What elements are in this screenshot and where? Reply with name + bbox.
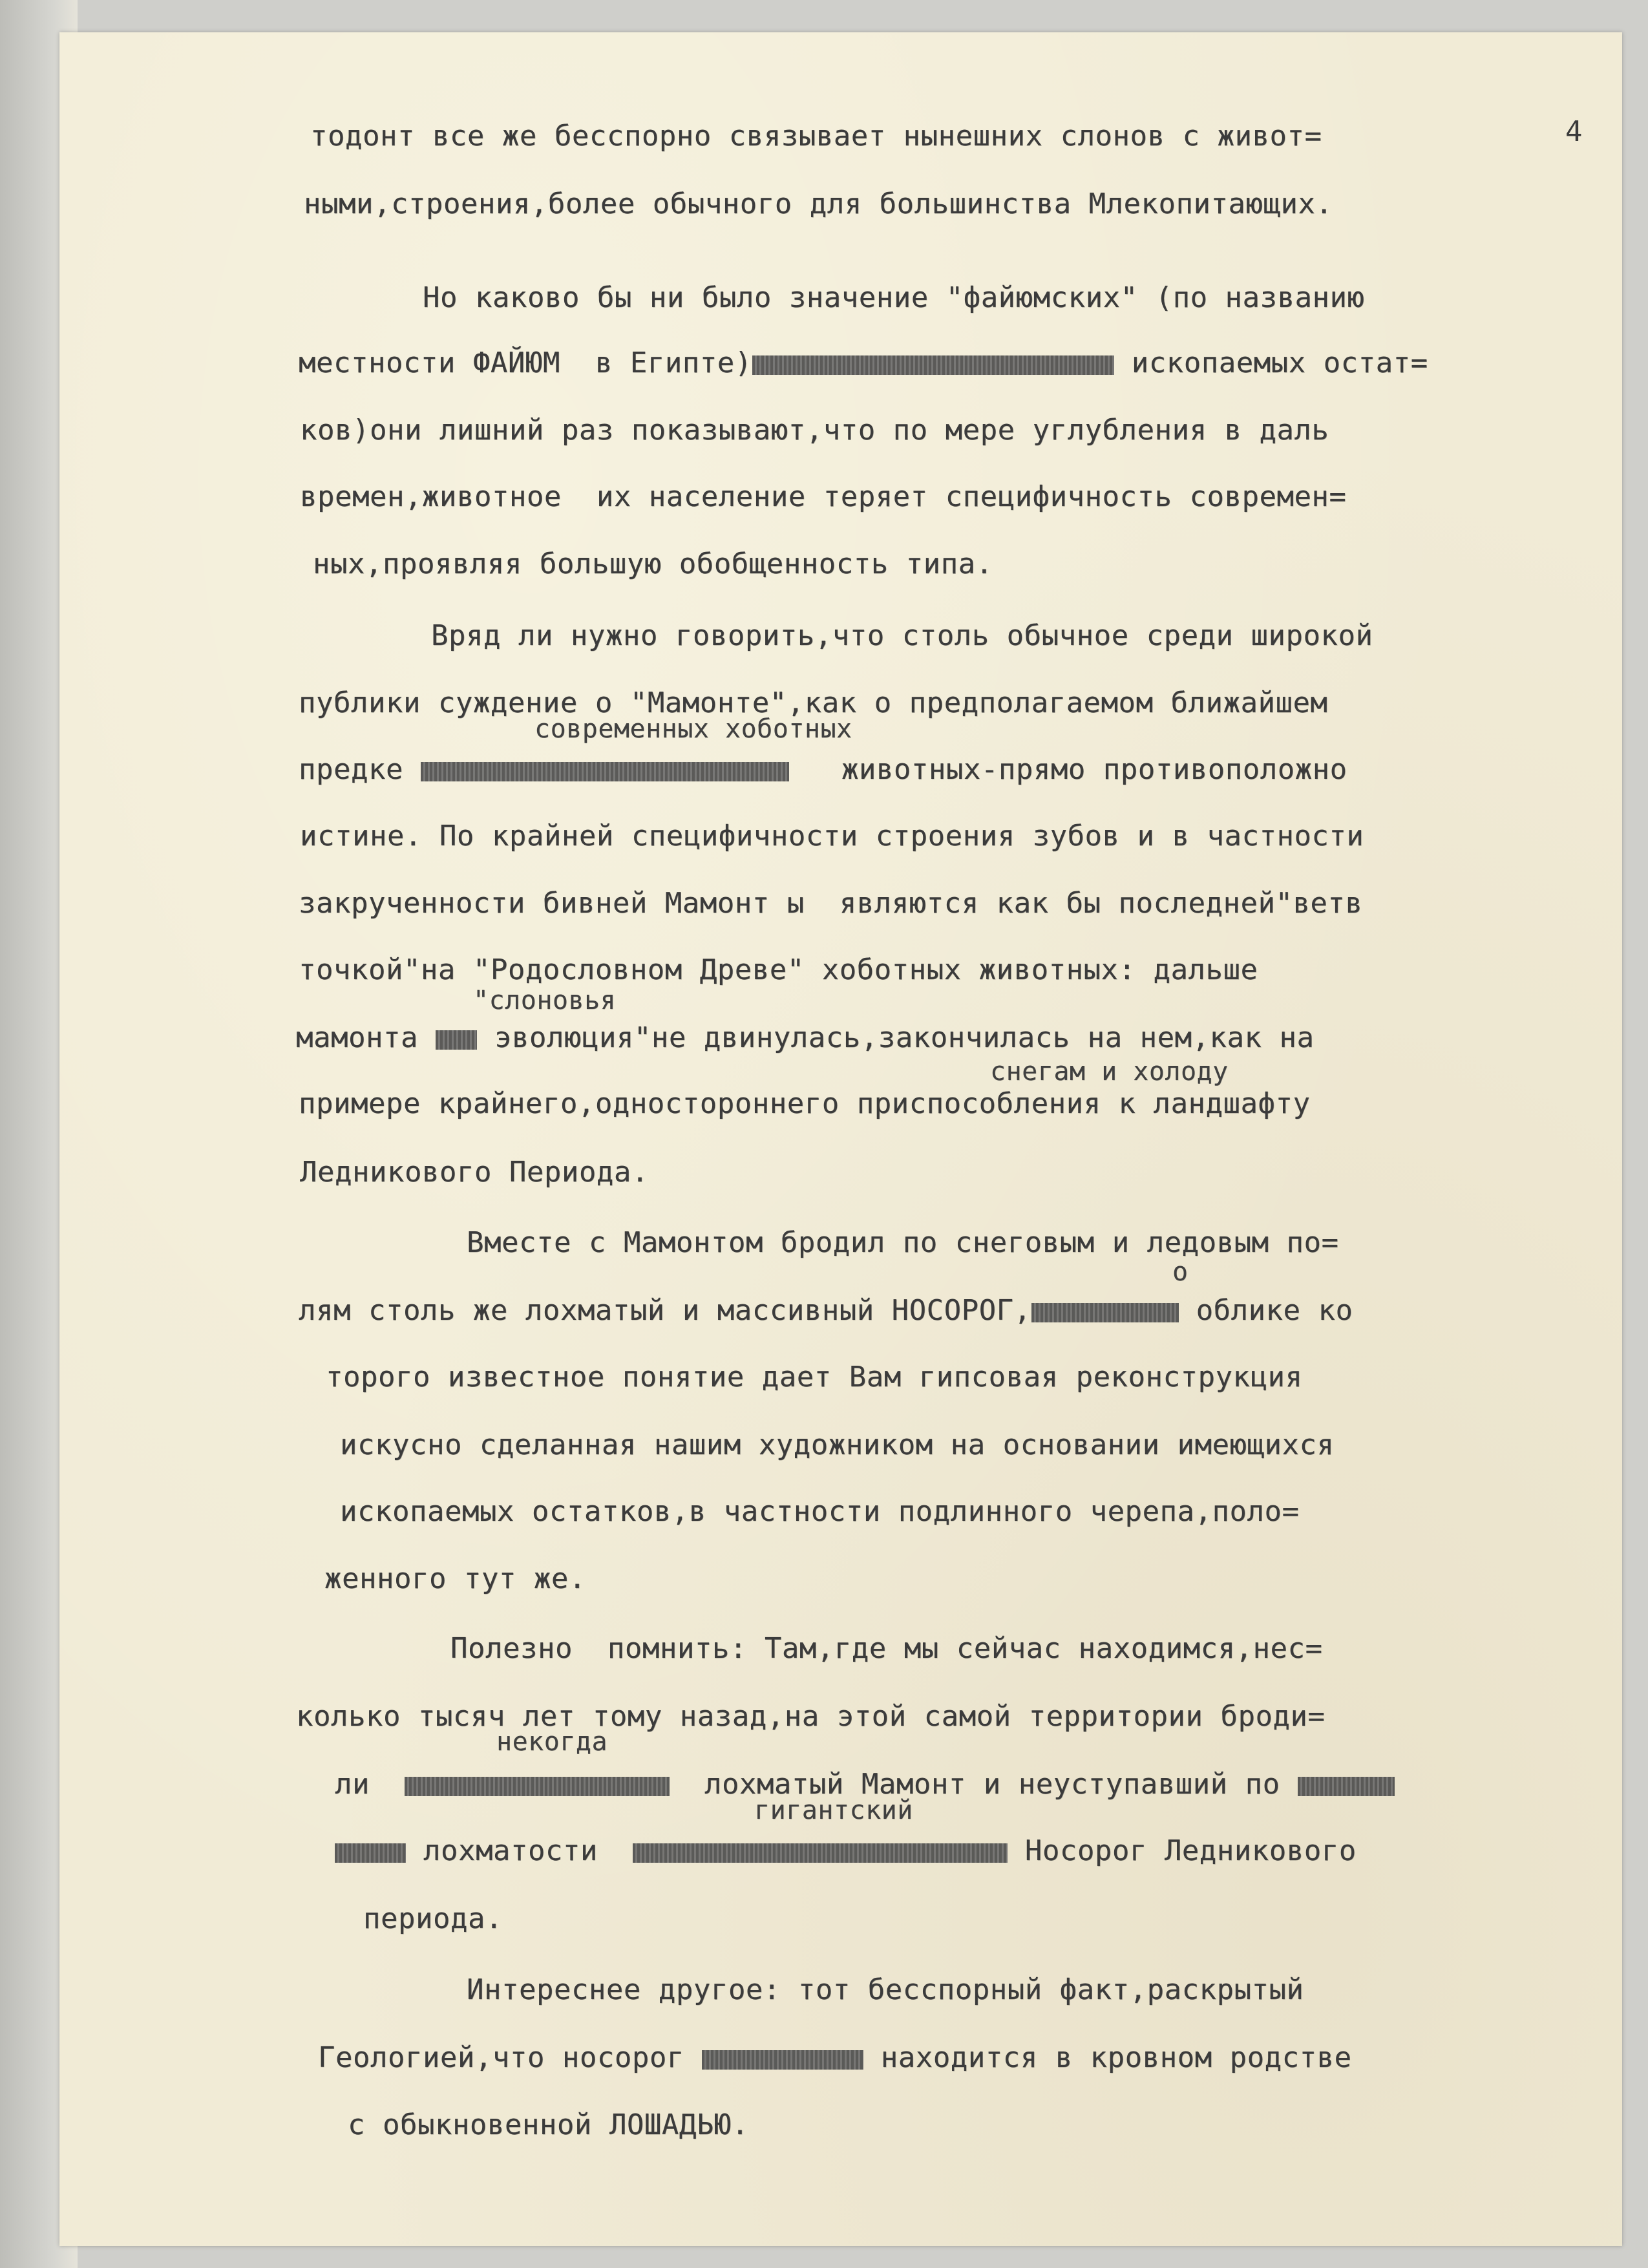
handwritten-insertion: гигантский (754, 1796, 913, 1825)
text-line: истине. По крайней специфичности строения зубов и в частности (300, 820, 1364, 853)
text-line: Геологией,что носорог находится в кровном родстве (318, 2041, 1352, 2074)
text-line: ли лохматый Мамонт и неуступавший по (335, 1768, 1395, 1801)
text-line: торого известное понятие дает Вам гипсовая реконструкция (326, 1361, 1303, 1394)
text-line: точкой"на "Родословном Древе" хоботных животных: дальше (299, 953, 1258, 986)
text-line: местности ФАЙЮМ в Египте) ископаемых остат= (299, 346, 1428, 379)
text-line: ков)они лишний раз показывают,что по мере углубления в даль (300, 414, 1329, 447)
struck-out-text (752, 355, 1114, 375)
struck-out-text (436, 1030, 477, 1050)
handwritten-insertion: о (1172, 1257, 1188, 1287)
text-line: закрученности бивней Мамонт ы являются как бы последней"ветв (299, 887, 1363, 920)
handwritten-insertion: снегам и холоду (990, 1057, 1229, 1086)
struck-out-text (702, 2050, 863, 2070)
text-line: примере крайнего,одностороннего приспособления к ландшафту (299, 1087, 1311, 1120)
page-number: 4 (1565, 115, 1583, 148)
text-line: тодонт все же бесспорно связывает нынешних слонов с живот= (310, 120, 1322, 153)
handwritten-insertion: "слоновья (473, 986, 617, 1015)
text-line: Интереснее другое: тот бесспорный факт,раскрытый (467, 1973, 1304, 2006)
text-line: Полезно помнить: Там,где мы сейчас находимся,нес= (450, 1632, 1323, 1665)
text-line: ископаемых остатков,в частности подлинного черепа,поло= (340, 1495, 1300, 1528)
text-line: предке животных-прямо противоположно (299, 753, 1347, 786)
text-line: публики суждение о "Мамонте",как о предполагаемом ближайшем (299, 686, 1328, 719)
text-line: Ледникового Периода. (300, 1156, 649, 1189)
text-line: женного тут же. (324, 1562, 586, 1595)
typewritten-page (59, 32, 1622, 2246)
text-line: Вместе с Мамонтом бродил по снеговым и ледовым по= (467, 1226, 1339, 1259)
struck-out-text (633, 1843, 1008, 1863)
text-line: искусно сделанная нашим художником на основании имеющихся (340, 1428, 1335, 1461)
struck-out-text (421, 762, 789, 781)
text-line: мамонта эволюция"не двинулась,закончилась на нем,как на (296, 1021, 1315, 1054)
text-line: Вряд ли нужно говорить,что столь обычное среди широкой (431, 619, 1373, 652)
text-line: лохматости Носорог Ледникового (335, 1834, 1357, 1867)
struck-out-text (1031, 1303, 1179, 1322)
text-line: периода. (363, 1902, 503, 1935)
text-line: Но каково бы ни было значение "файюмских" (по названию (423, 281, 1365, 314)
text-line: времен,животное их население теряет специфичность современ= (300, 480, 1347, 513)
struck-out-text (1298, 1777, 1395, 1796)
text-line: колько тысяч лет тому назад,на этой самой территории броди= (296, 1700, 1326, 1733)
text-line: лям столь же лохматый и массивный НОСОРОГ, облике ко (299, 1294, 1353, 1327)
handwritten-insertion: современных хоботных (534, 714, 852, 744)
struck-out-text (335, 1843, 406, 1863)
text-line: ными,строения,более обычного для большинства Млекопитающих. (304, 187, 1333, 220)
text-line: с обыкновенной ЛОШАДЬЮ. (348, 2108, 749, 2141)
text-line: ных,проявляя большую обобщенность типа. (313, 547, 993, 580)
handwritten-insertion: некогда (496, 1727, 608, 1757)
struck-out-text (405, 1777, 670, 1796)
